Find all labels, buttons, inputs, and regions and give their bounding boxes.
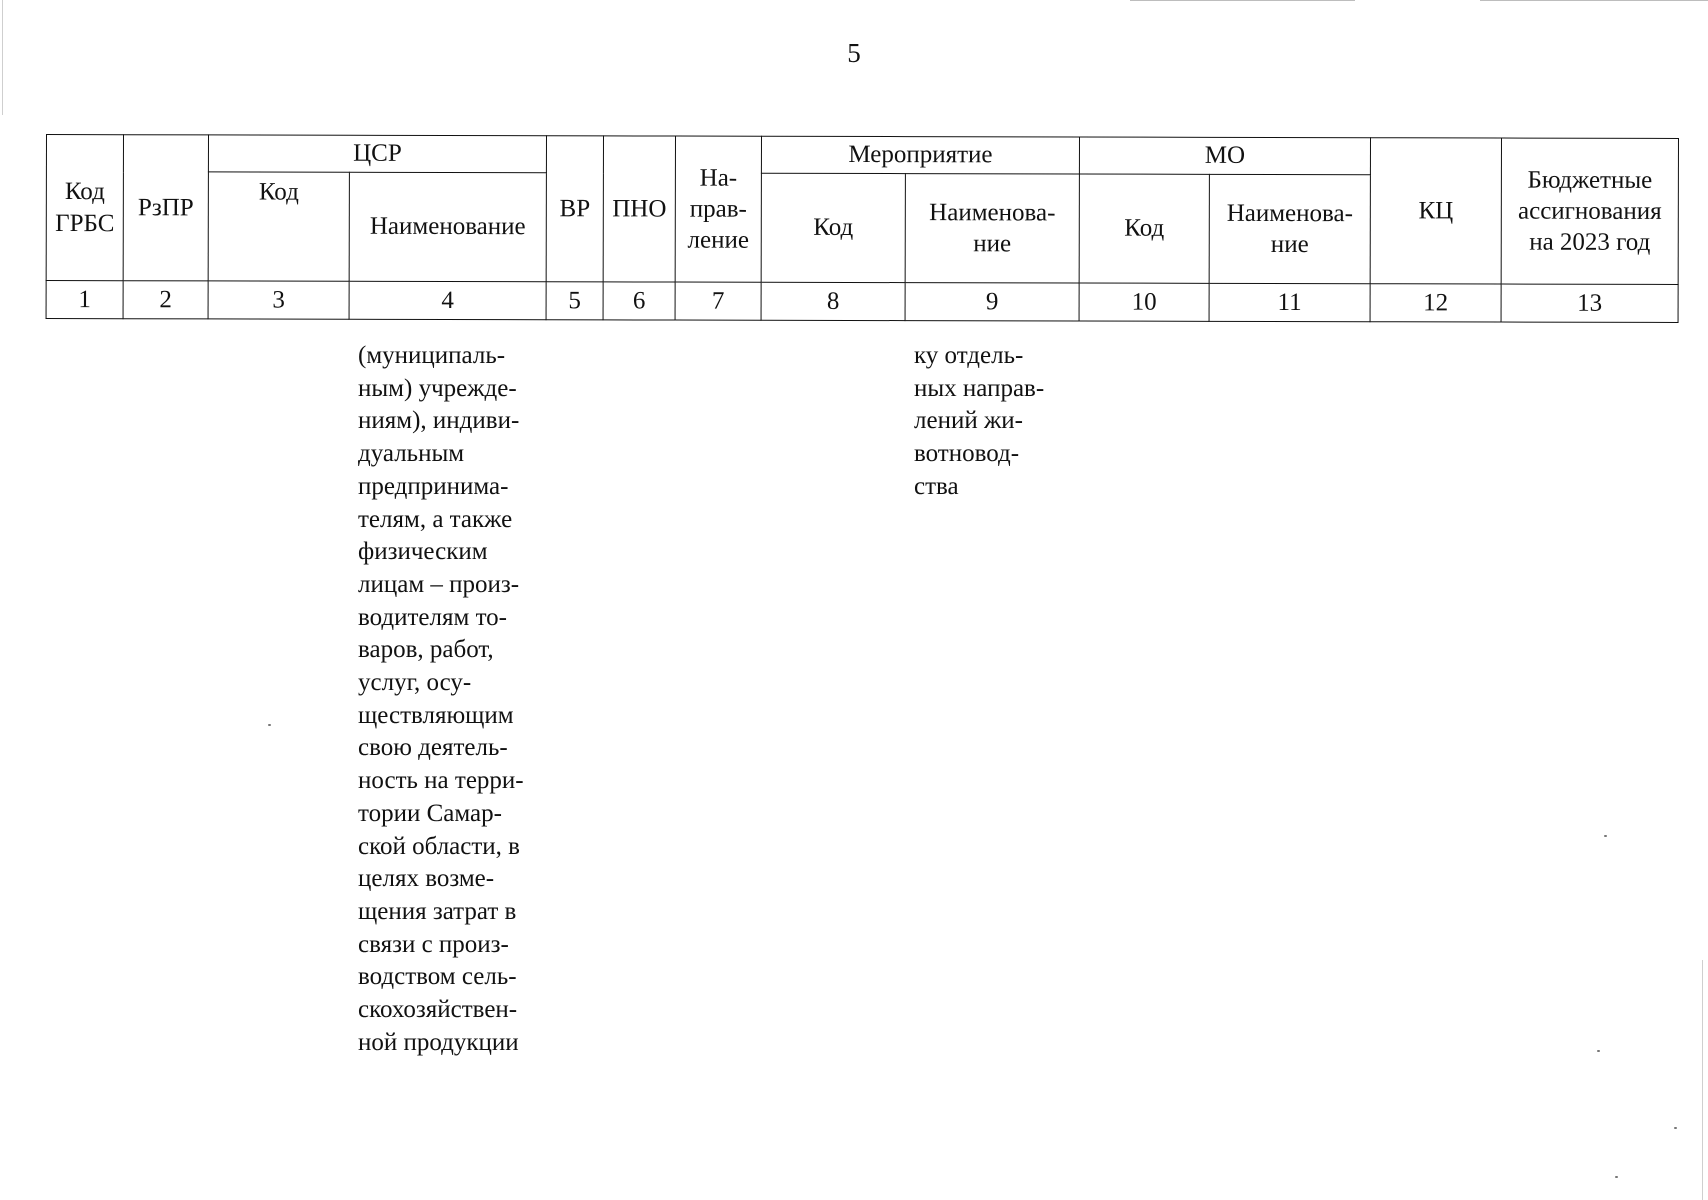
col-group-mo: МО (1079, 137, 1370, 175)
column-number-row (46, 281, 1678, 323)
col-header-mer-name: Наименова- ние (905, 174, 1079, 283)
scan-artifact-dot (1615, 1176, 1618, 1178)
col-header-mer-kod: Код (761, 173, 905, 282)
column-number: 3 (208, 281, 349, 319)
continued-text-meropriyatie-name: ку отдель- ных направ- лений жи- вотновод- ства (914, 342, 1045, 500)
header-row-top (46, 135, 1678, 176)
col-header-csr-kod: Код (208, 172, 349, 281)
column-number: 7 (675, 282, 761, 320)
col-header-csr-name: Наименование (349, 172, 546, 281)
scan-artifact-dot (1604, 835, 1607, 837)
column-number: 10 (1079, 283, 1209, 321)
col-header-mo-name: Наименова- ние (1209, 174, 1370, 283)
col-group-csr: ЦСР (208, 135, 546, 173)
column-number: 4 (349, 281, 546, 319)
col-group-meropriyatie: Мероприятие (761, 136, 1079, 174)
scan-artifact-dot (268, 724, 271, 726)
col-header-napravlenie: На- прав- ление (675, 136, 761, 282)
column-number: 1 (46, 281, 123, 319)
col-header-mo-kod: Код (1079, 174, 1209, 283)
continued-text-csr-name: (муниципаль- ным) учрежде- ниям), индиви- дуальным предпринима- телям, а также физическим лицам – произ- водителям то- варов, работ, услуг, осу- ществляющим свою деятель- ность на терри- тории Самар- ской области, в целях возме- щения затрат в связи с произ- водством сель- скохозяйствен- ной продукции (358, 342, 524, 1056)
column-number: 11 (1209, 283, 1370, 321)
scan-artifact-dot (1597, 1050, 1600, 1052)
col-header-kod-grbs: Код ГРБС (46, 135, 123, 281)
column-number: 6 (603, 282, 675, 320)
col-header-kc: КЦ (1370, 138, 1501, 284)
column-number: 5 (546, 282, 603, 320)
col-header-budget: Бюджетные ассигнования на 2023 год (1501, 138, 1678, 284)
page-number: 5 (847, 38, 861, 68)
scan-artifact-dot (1674, 1127, 1677, 1129)
col-header-vr: ВР (546, 136, 603, 282)
col-header-pno: ПНО (603, 136, 675, 282)
budget-table (46, 134, 1679, 323)
column-number: 9 (905, 283, 1079, 321)
col-header-rzpr: РзПР (123, 135, 208, 281)
scan-artifact-line (1480, 0, 1708, 1)
column-number: 12 (1370, 284, 1501, 322)
column-number: 2 (123, 281, 208, 319)
scan-artifact-edge (1702, 960, 1703, 1200)
column-number: 8 (761, 282, 905, 320)
scan-artifact-edge (2, 0, 3, 115)
scan-artifact-line (1130, 0, 1355, 1)
column-number: 13 (1501, 284, 1678, 322)
